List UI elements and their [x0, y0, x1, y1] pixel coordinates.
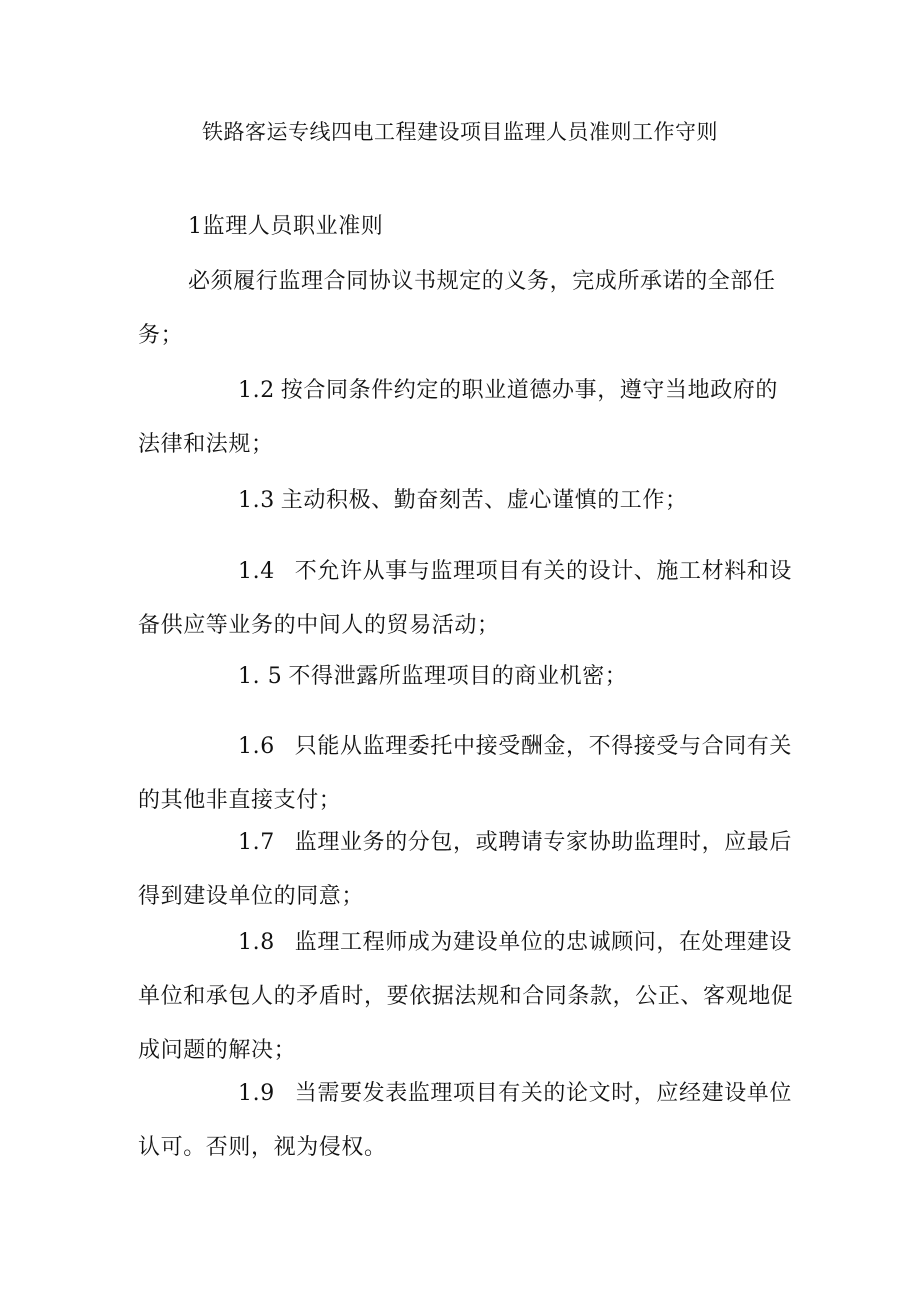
- paragraph-1-5: [138, 650, 798, 704]
- document-title: 铁路客运专线四电工程建设项目监理人员准则工作守则: [202, 120, 718, 144]
- paragraph-text: 监理业务的分包，或聘请专家协助监理时，应最后得到建设单位的同意；: [138, 830, 792, 909]
- paragraph-number: 1.8: [238, 930, 275, 955]
- paragraph-text: 不允许从事与监理项目有关的设计、施工材料和设备供应等业务的中间人的贸易活动；: [138, 559, 792, 638]
- paragraph-1-2: [138, 364, 798, 472]
- paragraph-1-9: [138, 1067, 798, 1175]
- paragraph-1-8: [138, 916, 798, 1078]
- paragraph-1-3: [138, 474, 798, 528]
- paragraph-text: 主动积极、勤奋刻苦、虚心谨慎的工作；: [280, 488, 688, 513]
- paragraph-text: 不得泄露所监理项目的商业机密；: [288, 664, 628, 689]
- paragraph-number: 1. 5: [238, 664, 283, 689]
- section-heading: 1监理人员职业准则: [188, 214, 384, 239]
- paragraph-text: 必须履行监理合同协议书规定的义务，完成所承诺的全部任务；: [138, 269, 776, 348]
- paragraph-1-6: [138, 720, 798, 828]
- paragraph-1-7: [138, 816, 798, 924]
- paragraph-text: 当需要发表监理项目有关的论文时，应经建设单位认可。否则，视为侵权。: [138, 1081, 792, 1160]
- paragraph-number: 1.7: [238, 830, 275, 855]
- paragraph-text: 监理工程师成为建设单位的忠诚顾问，在处理建设单位和承包人的矛盾时，要依据法规和合同条款，公正、客观地促成问题的解决；: [138, 930, 794, 1063]
- paragraph-text: 按合同条件约定的职业道德办事，遵守当地政府的法律和法规；: [138, 378, 778, 457]
- paragraph-text: 只能从监理委托中接受酬金，不得接受与合同有关的其他非直接支付；: [138, 734, 792, 813]
- paragraph-number: 1.9: [238, 1081, 275, 1106]
- paragraph-number: 1.2: [238, 378, 275, 403]
- paragraph-number: 1.6: [238, 734, 275, 759]
- paragraph-1-1: [138, 255, 798, 363]
- paragraph-number: 1.4: [238, 559, 275, 584]
- paragraph-1-4: [138, 545, 798, 653]
- paragraph-number: 1.3: [238, 488, 275, 513]
